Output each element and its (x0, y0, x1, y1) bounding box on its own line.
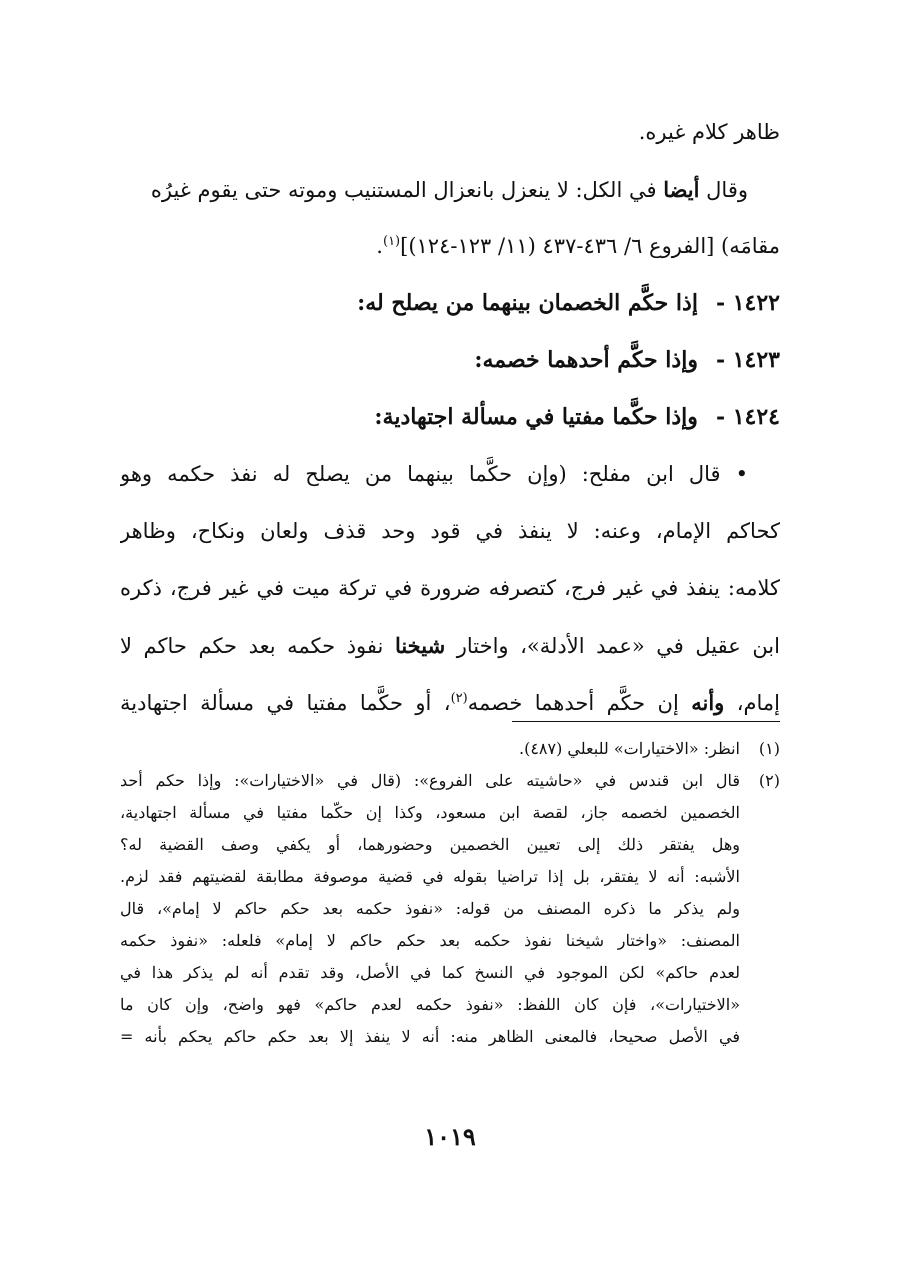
text-run: نفوذ حكمه بعد حكم حاكم لا (120, 634, 395, 658)
text-line (120, 161, 780, 218)
paragraph-line: كلامه: ينفذ في غير فرج، كتصرفه ضرورة في تركة ميت في غير فرج، ذكره (120, 576, 780, 600)
bold-phrase: وأنه (691, 690, 725, 715)
entry-heading (120, 332, 780, 389)
footnotes (120, 733, 780, 1053)
bold-phrase: شيخنا (394, 633, 446, 658)
entry-title: إذا حكَّم الخصمان بينهما من يصلح له: (357, 290, 698, 316)
paragraph-line: كحاكم الإمام، وعنه: لا ينفذ في قود وحد قذف ولعان ونكاح، وظاهر (120, 519, 780, 543)
text-run: ابن عقيل في «عمد الأدلة»، واختار (445, 634, 780, 658)
text-run: ، أو حكَّما مفتيا في مسألة اجتهادية (120, 691, 451, 715)
text-run: في الكل: لا ينعزل بانعزال المستنيب وموته حتى يقوم غيرُه (150, 178, 664, 202)
text-line (120, 218, 780, 275)
period: . (376, 234, 383, 258)
entry-number: ١٤٢٣ - (715, 347, 780, 373)
paragraph-line (120, 674, 780, 731)
footnote-ref[interactable]: (١) (382, 234, 401, 249)
entry-title: وإذا حكَّم أحدهما خصمه: (474, 347, 698, 373)
footnote-line: في الأصل صحيحا، فالمعنى الظاهر منه: أنه لا ينفذ إلا بعد حكم حاكم يحكم بأنه = (120, 1027, 741, 1046)
footnote-line: المصنف: «واختار شيخنا نفوذ حكمه بعد حكم حاكم لا إمام» فلعله: «نفوذ حكمه (120, 931, 740, 950)
footnote-number: (٢) (758, 771, 780, 790)
footnote-divider (512, 721, 780, 722)
footnote-line: لعدم حاكم» لكن الموجود في النسخ كما في الأصل، وقد تقدم أنه لم يذكر هذا في (120, 963, 740, 982)
entry-heading (120, 275, 780, 332)
text-run: إمام، (724, 691, 780, 715)
text-run: إن حكَّم أحدهما خصمه (467, 691, 692, 715)
main-text (120, 104, 780, 731)
citation-text: مقامَه) [الفروع ٦/ ٤٣٦-٤٣٧ (١١/ ١٢٣-١٢٤)] (400, 234, 780, 258)
footnote-line: الأشبه: أنه لا يفتقر، بل إذا تراضيا بقوله في قضية موصوفة مطابقة لقضيتهم فقد لزم. (120, 867, 740, 886)
footnote-line: الخصمين لخصمه جاز، لقصة ابن مسعود، وكذا إن حكّما مفتيا في مسألة اجتهادية، (120, 803, 740, 822)
text-run: وقال (699, 178, 748, 202)
paragraph-line (120, 617, 780, 674)
bold-phrase: أيضا (663, 177, 700, 202)
entry-number: ١٤٢٤ - (715, 404, 780, 430)
footnote-line: ولم يذكر ما ذكره المصنف من قوله: «نفوذ حكمه بعد حكم حاكم لا إمام»، قال (120, 899, 740, 918)
footnote-ref[interactable]: (٢) (450, 691, 468, 706)
text-line: ظاهر كلام غيره. (638, 120, 780, 144)
entry-title: وإذا حكَّما مفتيا في مسألة اجتهادية: (374, 404, 698, 430)
paragraph-line: • قال ابن مفلح: (وإن حكَّما بينهما من يصلح له نفذ حكمه وهو (120, 462, 748, 486)
footnote-line (120, 765, 780, 797)
entry-heading (120, 389, 780, 446)
entry-number: ١٤٢٢ - (715, 290, 780, 316)
footnote-line: «الاختيارات»، فإن كان اللفظ: «نفوذ حكمه لعدم حاكم» فهو واضح، وإن كان ما (120, 995, 740, 1014)
footnote-line (120, 733, 780, 765)
footnote-text: انظر: «الاختيارات» للبعلي (٤٨٧). (518, 739, 740, 758)
footnote-number: (١) (758, 739, 780, 758)
page-number: ١٠١٩ (424, 1122, 476, 1151)
footnote-text: قال ابن قندس في «حاشيته على الفروع»: (قال في «الاختيارات»: وإذا حكم أحد (120, 771, 740, 790)
footnote-line: وهل يفتقر ذلك إلى تعيين الخصمين وحضورهما، أو يكفي وصف القضية له؟ (120, 835, 740, 854)
